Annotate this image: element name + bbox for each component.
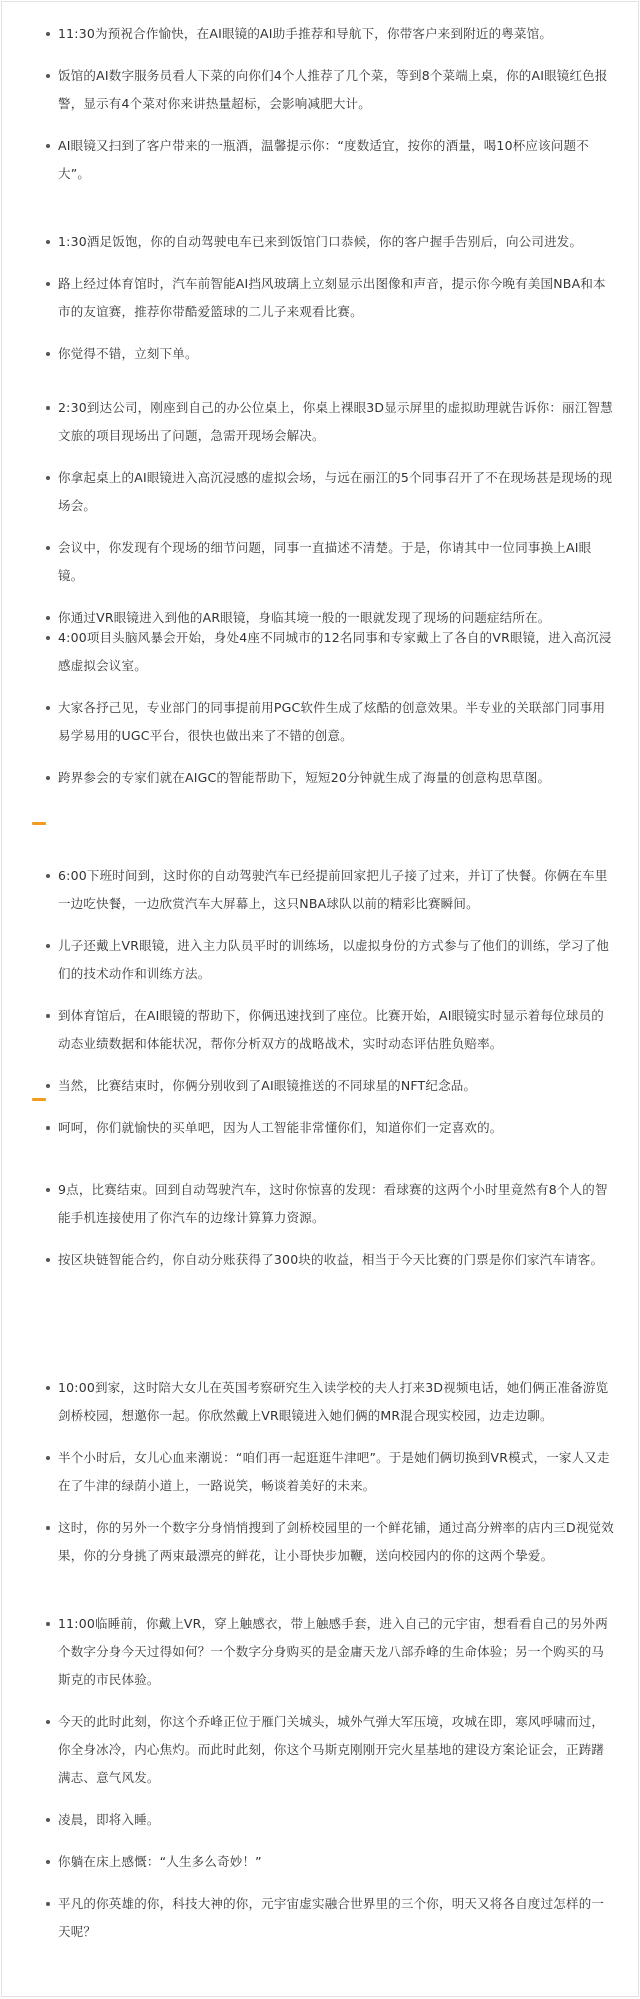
list-item: 当然，比赛结束时，你俩分别收到了AI眼镜推送的不同球星的NFT纪念品。 — [58, 1072, 614, 1100]
list-item: 1:30酒足饭饱，你的自动驾驶电车已来到饭馆门口恭候，你的客户握手告别后，向公司进发。 — [58, 228, 614, 256]
section-divider-orange — [32, 822, 46, 825]
list-item: 跨界参会的专家们就在AIGC的智能帮助下，短短20分钟就生成了海量的创意构思草图。 — [58, 764, 614, 792]
list-item: 大家各抒己见，专业部门的同事提前用PGC软件生成了炫酷的创意效果。半专业的关联部门同事用易学易用的UGC平台，很快也做出来了不错的创意。 — [58, 694, 614, 750]
section-230 — [2, 394, 640, 632]
list-item: 到体育馆后，在AI眼镜的帮助下，你俩迅速找到了座位。比赛开始，AI眼镜实时显示着每位球员的动态业绩数据和体能状况，帮你分析双方的战略战术，实时动态评估胜负赔率。 — [58, 1002, 614, 1058]
list-item: 这时，你的另外一个数字分身悄悄搜到了剑桥校园里的一个鲜花铺，通过高分辨率的店内三D视觉效果，你的分身挑了两束最漂亮的鲜花，让小哥快步加鞭，送向校园内的你的这两个挚爱。 — [58, 1514, 614, 1570]
list-item: 呵呵，你们就愉快的买单吧，因为人工智能非常懂你们，知道你们一定喜欢的。 — [58, 1114, 614, 1142]
list-item: 平凡的你英雄的你，科技大神的你，元宇宙虚实融合世界里的三个你，明天又将各自度过怎样的一天呢？ — [58, 1890, 614, 1946]
section-1100 — [2, 1610, 640, 1946]
article-page — [1, 1, 639, 1997]
list-item: 会议中，你发现有个现场的细节问题，同事一直描述不清楚。于是，你请其中一位同事换上AI眼镜。 — [58, 534, 614, 590]
list-item: 饭馆的AI数字服务员看人下菜的向你们4个人推荐了几个菜，等到8个菜端上桌，你的AI眼镜红色报警，显示有4个菜对你来讲热量超标，会影响减肥大计。 — [58, 62, 614, 118]
list-item: 你拿起桌上的AI眼镜进入高沉浸感的虚拟会场，与远在丽江的5个同事召开了不在现场甚是现场的现场会。 — [58, 464, 614, 520]
section-1130 — [2, 20, 640, 188]
list-item: 你通过VR眼镜进入到他的AR眼镜，身临其境一般的一眼就发现了现场的问题症结所在。 — [58, 604, 614, 632]
list-item: AI眼镜又扫到了客户带来的一瓶酒，温馨提示你：“度数适宜，按你的酒量，喝10杯应该问题不大”。 — [58, 132, 614, 188]
list-item: 11:00临睡前，你戴上VR，穿上触感衣，带上触感手套，进入自己的元宇宙，想看看自己的另外两个数字分身今天过得如何？一个数字分身购买的是金庸天龙八部乔峰的生命体验；另一个购买的马斯克的市民体验。 — [58, 1610, 614, 1694]
list-item: 半个小时后，女儿心血来潮说：“咱们再一起逛逛牛津吧”。于是她们俩切换到VR模式，一家人又走在了牛津的绿荫小道上，一路说笑，畅谈着美好的未来。 — [58, 1444, 614, 1500]
section-400 — [2, 624, 640, 792]
list-item: 儿子还戴上VR眼镜，进入主力队员平时的训练场，以虚拟身份的方式参与了他们的训练，学习了他们的技术动作和训练方法。 — [58, 932, 614, 988]
list-item: 4:00项目头脑风暴会开始，身处4座不同城市的12名同事和专家戴上了各自的VR眼镜，进入高沉浸感虚拟会议室。 — [58, 624, 614, 680]
section-900 — [2, 1176, 640, 1274]
list-item: 今天的此时此刻，你这个乔峰正位于雁门关城头，城外气弹大军压境，攻城在即，寒风呼啸而过，你全身冰冷，内心焦灼。而此时此刻，你这个马斯克刚刚开完火星基地的建设方案论证会，正踌躇满志、意气风发。 — [58, 1708, 614, 1792]
list-item: 6:00下班时间到，这时你的自动驾驶汽车已经提前回家把儿子接了过来，并订了快餐。你俩在车里一边吃快餐，一边欣赏汽车大屏幕上，这只NBA球队以前的精彩比赛瞬间。 — [58, 862, 614, 918]
list-item: 9点，比赛结束。回到自动驾驶汽车，这时你惊喜的发现：看球赛的这两个小时里竟然有8个人的智能手机连接使用了你汽车的边缘计算算力资源。 — [58, 1176, 614, 1232]
list-item: 11:30为预祝合作愉快，在AI眼镜的AI助手推荐和导航下，你带客户来到附近的粤菜馆。 — [58, 20, 614, 48]
section-1000 — [2, 1374, 640, 1570]
list-item: 2:30到达公司，刚座到自己的办公位桌上，你桌上裸眼3D显示屏里的虚拟助理就告诉你：丽江智慧文旅的项目现场出了问题，急需开现场会解决。 — [58, 394, 614, 450]
list-item: 你躺在床上感慨：“人生多么奇妙！” — [58, 1848, 614, 1876]
list-item: 凌晨，即将入睡。 — [58, 1806, 614, 1834]
list-item: 按区块链智能合约，你自动分账获得了300块的收益，相当于今天比赛的门票是你们家汽车请客。 — [58, 1246, 614, 1274]
list-item: 你觉得不错，立刻下单。 — [58, 340, 614, 368]
list-item: 路上经过体育馆时，汽车前智能AI挡风玻璃上立刻显示出图像和声音，提示你今晚有美国NBA和本市的友谊赛，推荐你带酷爱篮球的二儿子来观看比赛。 — [58, 270, 614, 326]
section-600 — [2, 862, 640, 1142]
list-item: 10:00到家，这时陪大女儿在英国考察研究生入读学校的夫人打来3D视频电话，她们俩正准备游览剑桥校园，想邀你一起。你欣然戴上VR眼镜进入她们俩的MR混合现实校园，边走边聊。 — [58, 1374, 614, 1430]
section-130 — [2, 228, 640, 368]
section-divider-orange — [32, 1098, 46, 1101]
